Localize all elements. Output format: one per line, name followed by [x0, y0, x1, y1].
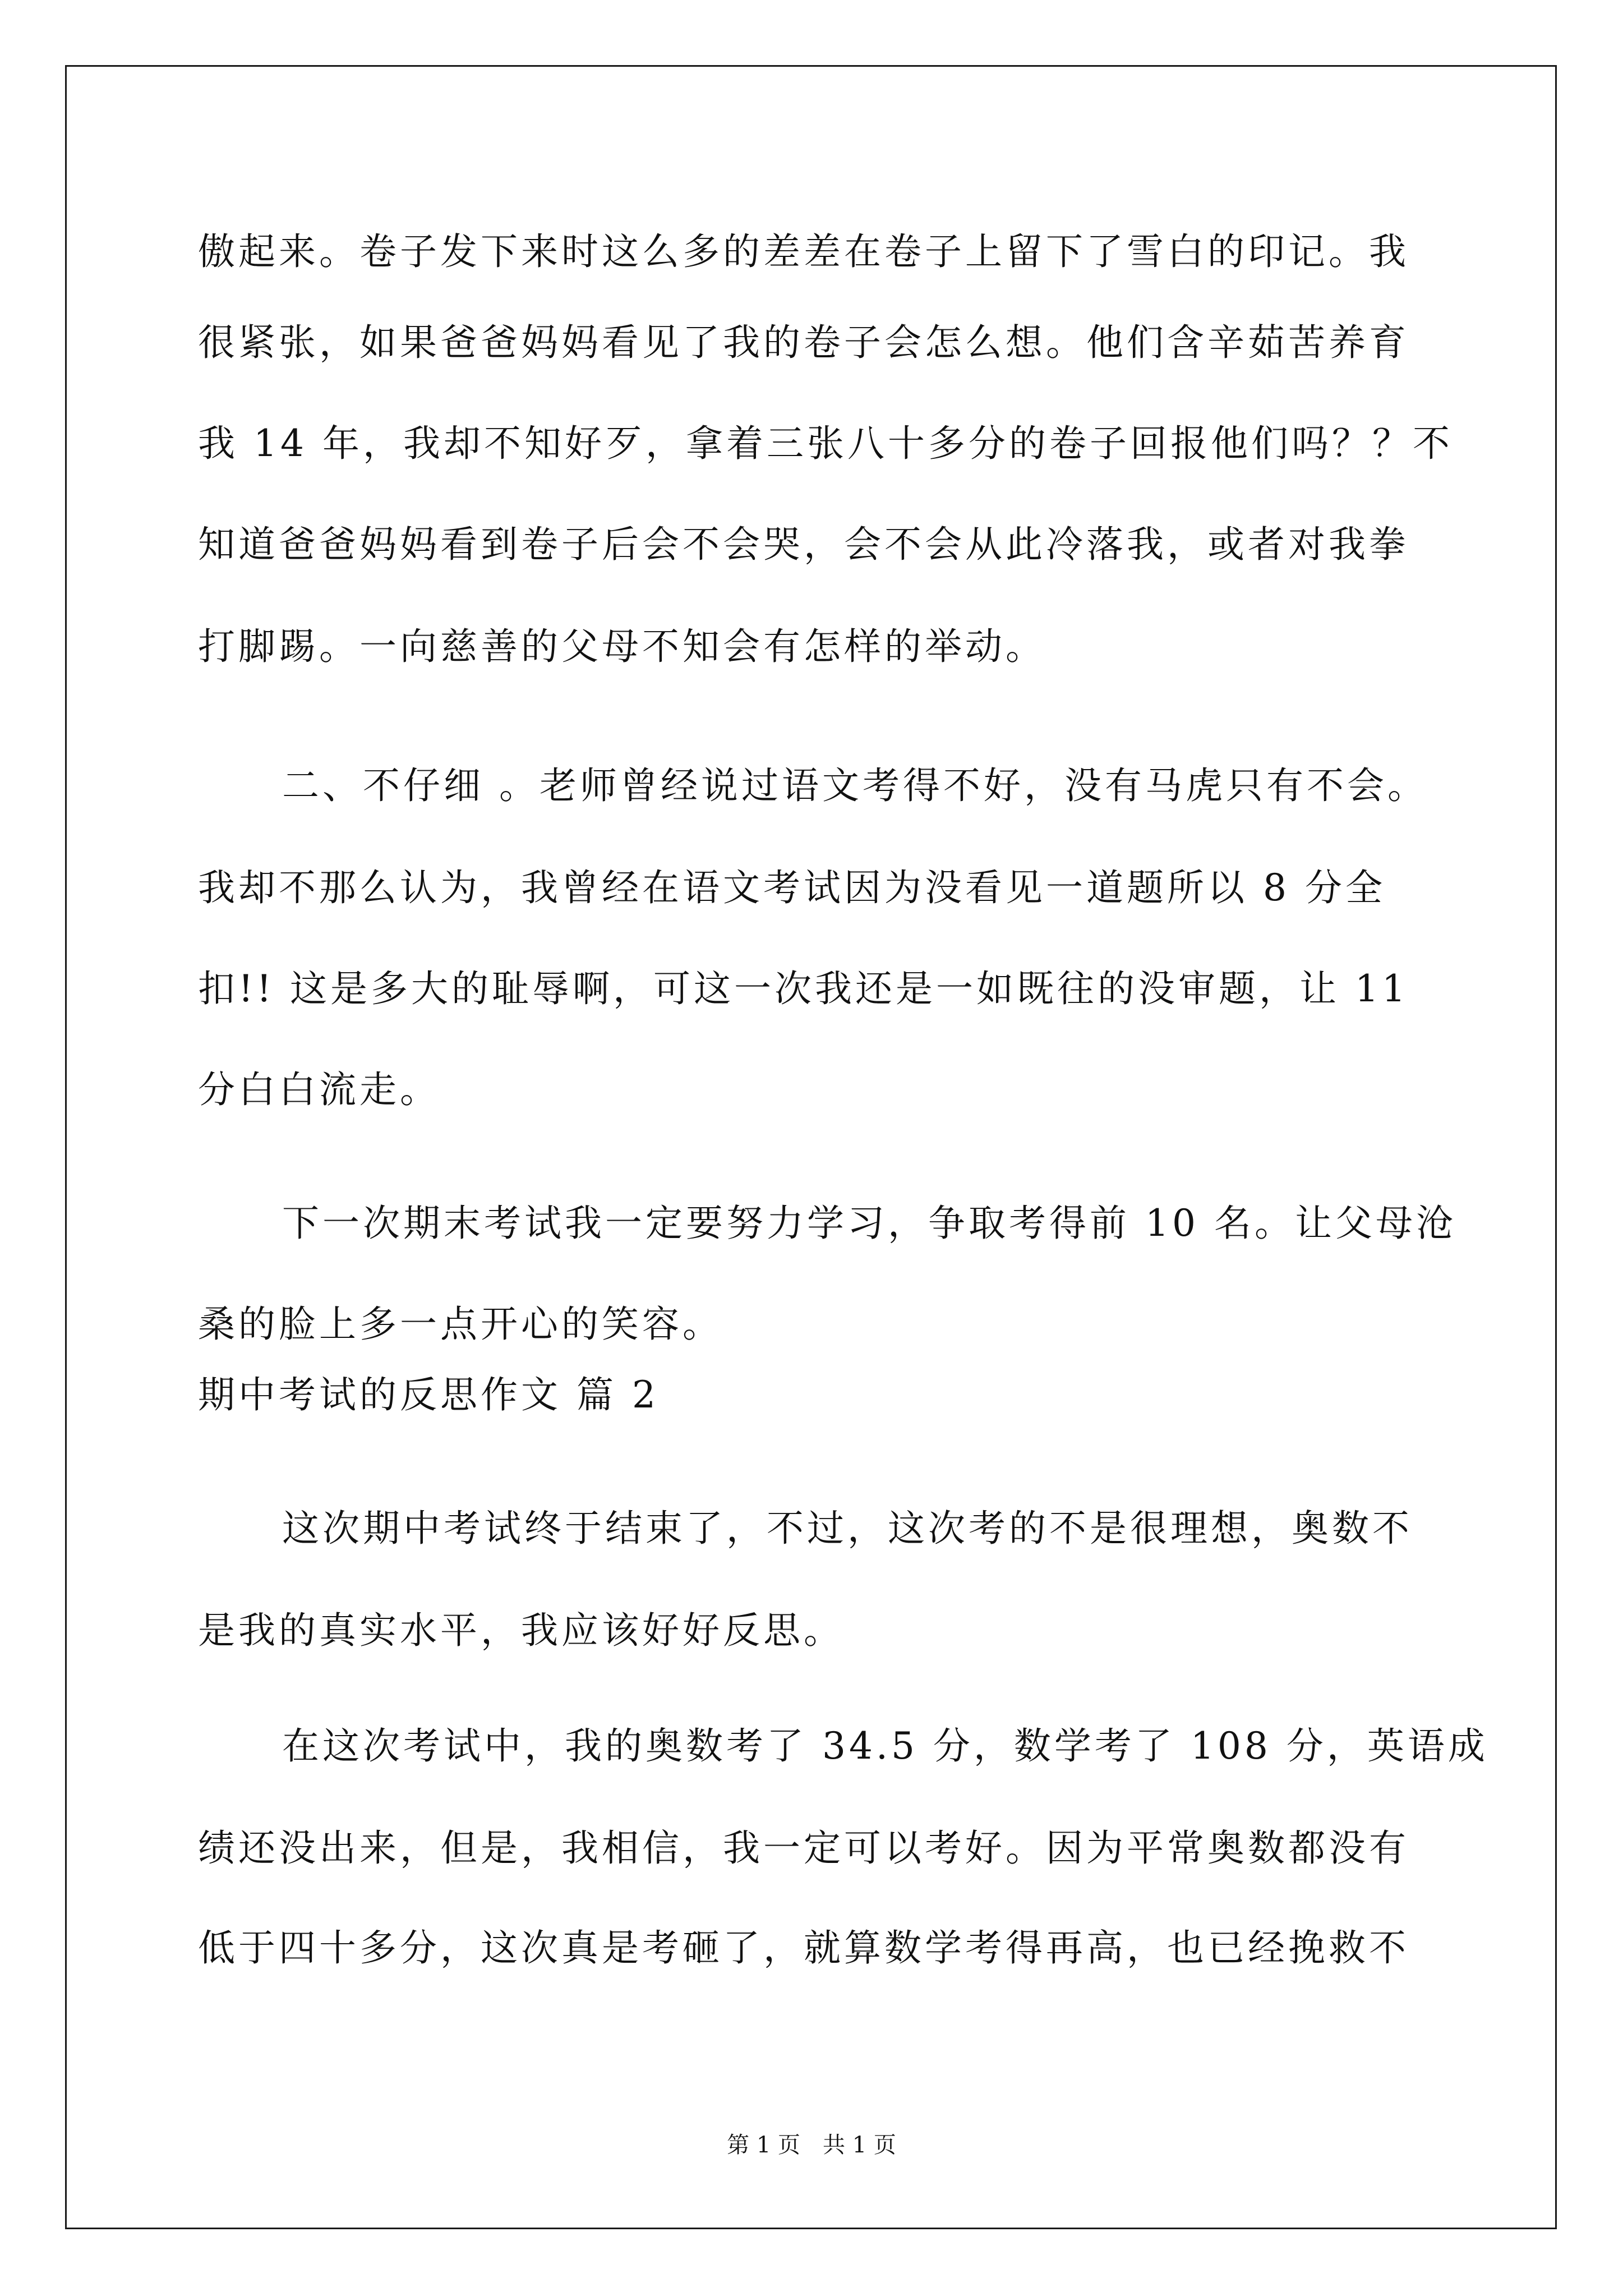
- page-border: [65, 65, 1557, 2229]
- body-line-17: 低于四十多分，这次真是考砸了，就算数学考得再高，也已经挽救不: [198, 1926, 1409, 1970]
- body-line-13: 这次期中考试终于结束了，不过，这次考的不是很理想，奥数不: [282, 1507, 1413, 1550]
- body-line-10: 下一次期末考试我一定要努力学习，争取考得前 10 名。让父母沧: [282, 1202, 1456, 1245]
- body-line-2: 很紧张，如果爸爸妈妈看见了我的卷子会怎么想。他们含辛茹苦养育: [198, 321, 1409, 364]
- essay-title: 期中考试的反思作文 篇 2: [198, 1373, 659, 1416]
- body-line-14: 是我的真实水平，我应该好好反思。: [198, 1609, 844, 1652]
- body-line-1: 傲起来。卷子发下来时这么多的差差在卷子上留下了雪白的印记。我: [198, 230, 1409, 273]
- body-line-5: 打脚踢。一向慈善的父母不知会有怎样的举动。: [198, 625, 1046, 668]
- body-line-16: 绩还没出来，但是，我相信，我一定可以考好。因为平常奥数都没有: [198, 1826, 1409, 1870]
- section-heading-careless: 二、不仔细 。老师曾经说过语文考得不好，没有马虎只有不会。: [282, 764, 1428, 807]
- body-line-9: 分白白流走。: [198, 1068, 440, 1111]
- body-line-7: 我却不那么认为，我曾经在语文考试因为没看见一道题所以 8 分全: [198, 866, 1386, 909]
- body-line-3: 我 14 年，我却不知好歹，拿着三张八十多分的卷子回报他们吗？？不: [198, 422, 1453, 465]
- body-line-11: 桑的脸上多一点开心的笑容。: [198, 1303, 723, 1346]
- page-number-footer: 第 1 页 共 1 页: [727, 2132, 896, 2158]
- body-line-8: 扣!! 这是多大的耻辱啊，可这一次我还是一如既往的没审题，让 11: [198, 967, 1409, 1010]
- body-line-4: 知道爸爸妈妈看到卷子后会不会哭，会不会从此冷落我，或者对我拳: [198, 523, 1409, 566]
- body-line-15: 在这次考试中，我的奥数考了 34.5 分，数学考了 108 分，英语成: [282, 1724, 1488, 1768]
